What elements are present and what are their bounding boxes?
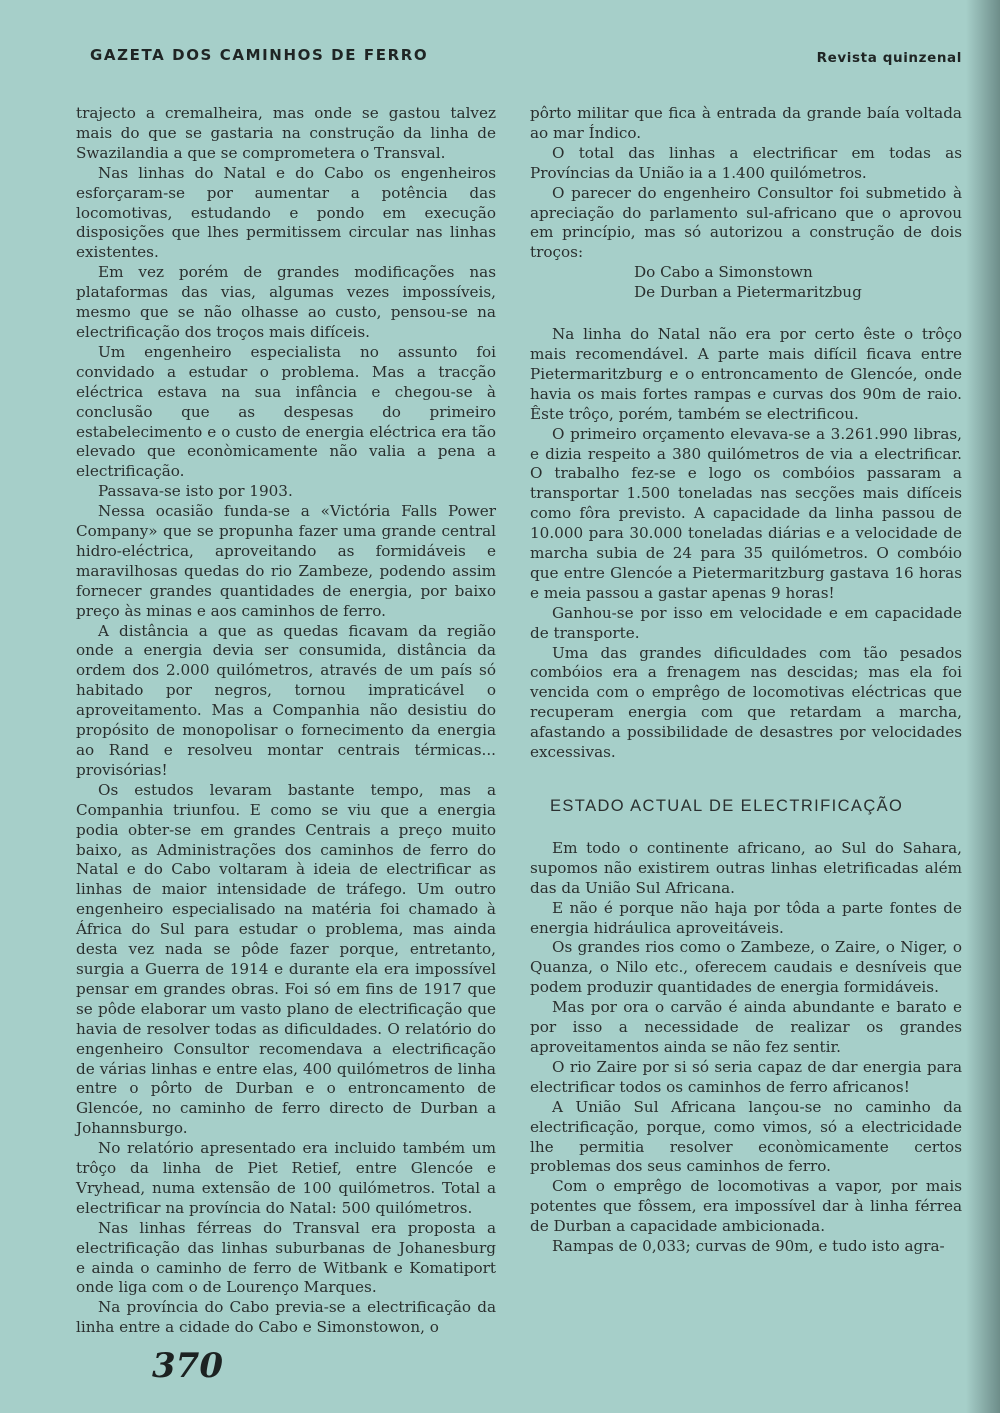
paragraph: Um engenheiro especialista no assunto foi convidado a estudar o problema. Mas a tracção eléctrica estava na sua infância e chegou-se à conclusão que as despesas do primeiro estabelecimento e o custo de energia eléctrica era tão elevado que econòmicamente não valia a pena a electrificação. xyxy=(76,342,496,481)
page-header xyxy=(90,46,962,76)
paragraph: Os grandes rios como o Zambeze, o Zaire, o Niger, o Quanza, o Nilo etc., oferecem caudais e desníveis que podem produzir quantidades de energia formidáveis. xyxy=(530,938,962,997)
paragraph: Em vez porém de grandes modificações nas plataformas das vias, algumas vezes impossíveis, mesmo que se não olhasse ao custo, pensou-se na electrificação dos troços mais difíceis. xyxy=(76,263,496,341)
left-column xyxy=(76,104,496,1338)
paragraph: E não é porque não haja por tôda a parte fontes de energia hidráulica aproveitáveis. xyxy=(530,898,962,937)
page-edge-shadow xyxy=(966,0,1000,1413)
paragraph: O primeiro orçamento elevava-se a 3.261.990 libras, e dizia respeito a 380 quilómetros de via a electrificar. O trabalho fez-se e logo os combóios passaram a transportar 1.500 toneladas nas secções mais difíceis como fôra previsto. A capacidade da linha passou de 10.000 para 30.000 toneladas diárias e a velocidade de marcha subia de 24 para 35 quilómetros. O combóio que entre Glencóe a Pietermaritzburg gastava 16 horas e meia passou a gastar apenas 9 horas! xyxy=(530,424,962,602)
spacer xyxy=(530,303,962,325)
paragraph: Nessa ocasião funda-se a «Victória Falls Power Company» que se propunha fazer uma grande central hidro-eléctrica, aproveitando as formidáveis e maravilhosas quedas do rio Zambeze, podendo assim fornecer grandes quantidades de energia, por baixo preço às minas e aos caminhos de ferro. xyxy=(76,502,496,620)
paragraph: Na província do Cabo previa-se a electrificação da linha entre a cidade do Cabo e Simonstowon, o xyxy=(76,1298,496,1337)
paragraph: Nas linhas férreas do Transval era proposta a electrificação das linhas suburbanas de Johanesburg e ainda o caminho de ferro de Witbank e Komatiport onde liga com o de Lourenço Marques. xyxy=(76,1218,496,1297)
spacer xyxy=(530,817,962,839)
spacer xyxy=(530,763,962,797)
paragraph: O parecer do engenheiro Consultor foi submetido à apreciação do parlamento sul-africano que o aprovou em princípio, mas só autorizou a construção de dois troços: xyxy=(530,183,962,262)
route-line: De Durban a Pietermaritzbug xyxy=(634,283,862,302)
paragraph: A União Sul Africana lançou-se no caminho da electrificação, porque, como vimos, só a electricidade lhe permitia resolver econòmicamente certos problemas dos seus caminhos de ferro. xyxy=(530,1097,962,1176)
right-column xyxy=(530,104,962,1257)
paragraph: Ganhou-se por isso em velocidade e em capacidade de transporte. xyxy=(530,603,962,642)
paragraph: O rio Zaire por si só seria capaz de dar energia para electrificar todos os caminhos de ferro africanos! xyxy=(530,1057,962,1096)
paragraph: pôrto militar que fica à entrada da grande baía voltada ao mar Índico. xyxy=(530,104,962,142)
route-line: Do Cabo a Simonstown xyxy=(634,263,813,282)
section-heading: ESTADO ACTUAL DE ELECTRIFICAÇÃO xyxy=(550,797,904,815)
paragraph: Com o emprêgo de locomotivas a vapor, por mais potentes que fôssem, era impossível dar à linha férrea de Durban a capacidade ambicionada. xyxy=(530,1177,962,1236)
paragraph: trajecto a cremalheira, mas onde se gastou talvez mais do que se gastaria na construção da linha de Swazilandia a que se comprometera o Transval. xyxy=(76,104,496,162)
paragraph: Em todo o continente africano, ao Sul do Sahara, supomos não existirem outras linhas eletrificadas além das da União Sul Africana. xyxy=(530,838,962,897)
paragraph: Os estudos levaram bastante tempo, mas a Companhia triunfou. E como se viu que a energia podia obter-se em grandes Centrais a preço muito baixo, as Administrações dos caminhos de ferro do Natal e do Cabo voltaram à ideia de electrificar as linhas de maior intensidade de tráfego. Um outro engenheiro especialisado na matéria foi chamado à África do Sul para estudar o problema, mas ainda desta vez nada se pôde fazer porque, entretanto, surgia a Guerra de 1914 e durante ela era impossível pensar em grandes obras. Foi só em fins de 1917 que se pôde elaborar um vasto plano de electrificação que havia de resolver todas as dificuldades. O relatório do engenheiro Consultor recomendava a electrificação de várias linhas e entre elas, 400 quilómetros de linha entre o pôrto de Durban e o entroncamento de Glencóe, no caminho de ferro directo de Durban a Johannsburgo. xyxy=(76,780,496,1138)
paragraph: Na linha do Natal não era por certo êste o trôço mais recomendável. A parte mais difícil ficava entre Pietermaritzburg e o entroncamento de Glencóe, onde havia os mais fortes rampas e curvas dos 90m de raio. Êste trôço, porém, também se electrificou. xyxy=(530,325,962,423)
paragraph: No relatório apresentado era incluido também um trôço da linha de Piet Retief, entre Glencóe e Vryhead, numa extensão de 100 quilómetros. Total a electrificar na província do Natal: 500 quilómetros. xyxy=(76,1139,496,1217)
paragraph: Passava-se isto por 1903. xyxy=(98,482,293,501)
paragraph: Uma das grandes dificuldades com tão pesados combóios era a frenagem nas descidas; mas ela foi vencida com o emprêgo de locomotivas eléctricas que recuperam energia com que retardam a marcha, afastando a possibilidade de desastres por velocidades excessivas. xyxy=(530,643,962,762)
paragraph: A distância a que as quedas ficavam da região onde a energia devia ser consumida, distância da ordem dos 2.000 quilómetros, através de um país só habitado por negros, tornou impraticável o aproveitamento. Mas a Companhia não desistiu do propósito de monopolisar o fornecimento da energia ao Rand e resolveu montar centrais térmicas... provisórias! xyxy=(76,621,496,779)
journal-title: GAZETA DOS CAMINHOS DE FERRO xyxy=(90,46,429,64)
paragraph: Rampas de 0,033; curvas de 90m, e tudo isto agra- xyxy=(552,1237,945,1256)
page-number: 370 xyxy=(152,1346,223,1386)
paragraph: Nas linhas do Natal e do Cabo os engenheiros esforçaram-se por aumentar a potência das locomotivas, estudando e pondo em execução disposições que lhes permitissem circular nas linhas existentes. xyxy=(76,163,496,262)
journal-subtitle: Revista quinzenal xyxy=(816,50,962,66)
paragraph: Mas por ora o carvão é ainda abundante e barato e por isso a necessidade de realizar os grandes aproveitamentos ainda se não fez sentir. xyxy=(530,998,962,1056)
paragraph: O total das linhas a electrificar em todas as Províncias da União ia a 1.400 quilómetros. xyxy=(530,143,962,182)
